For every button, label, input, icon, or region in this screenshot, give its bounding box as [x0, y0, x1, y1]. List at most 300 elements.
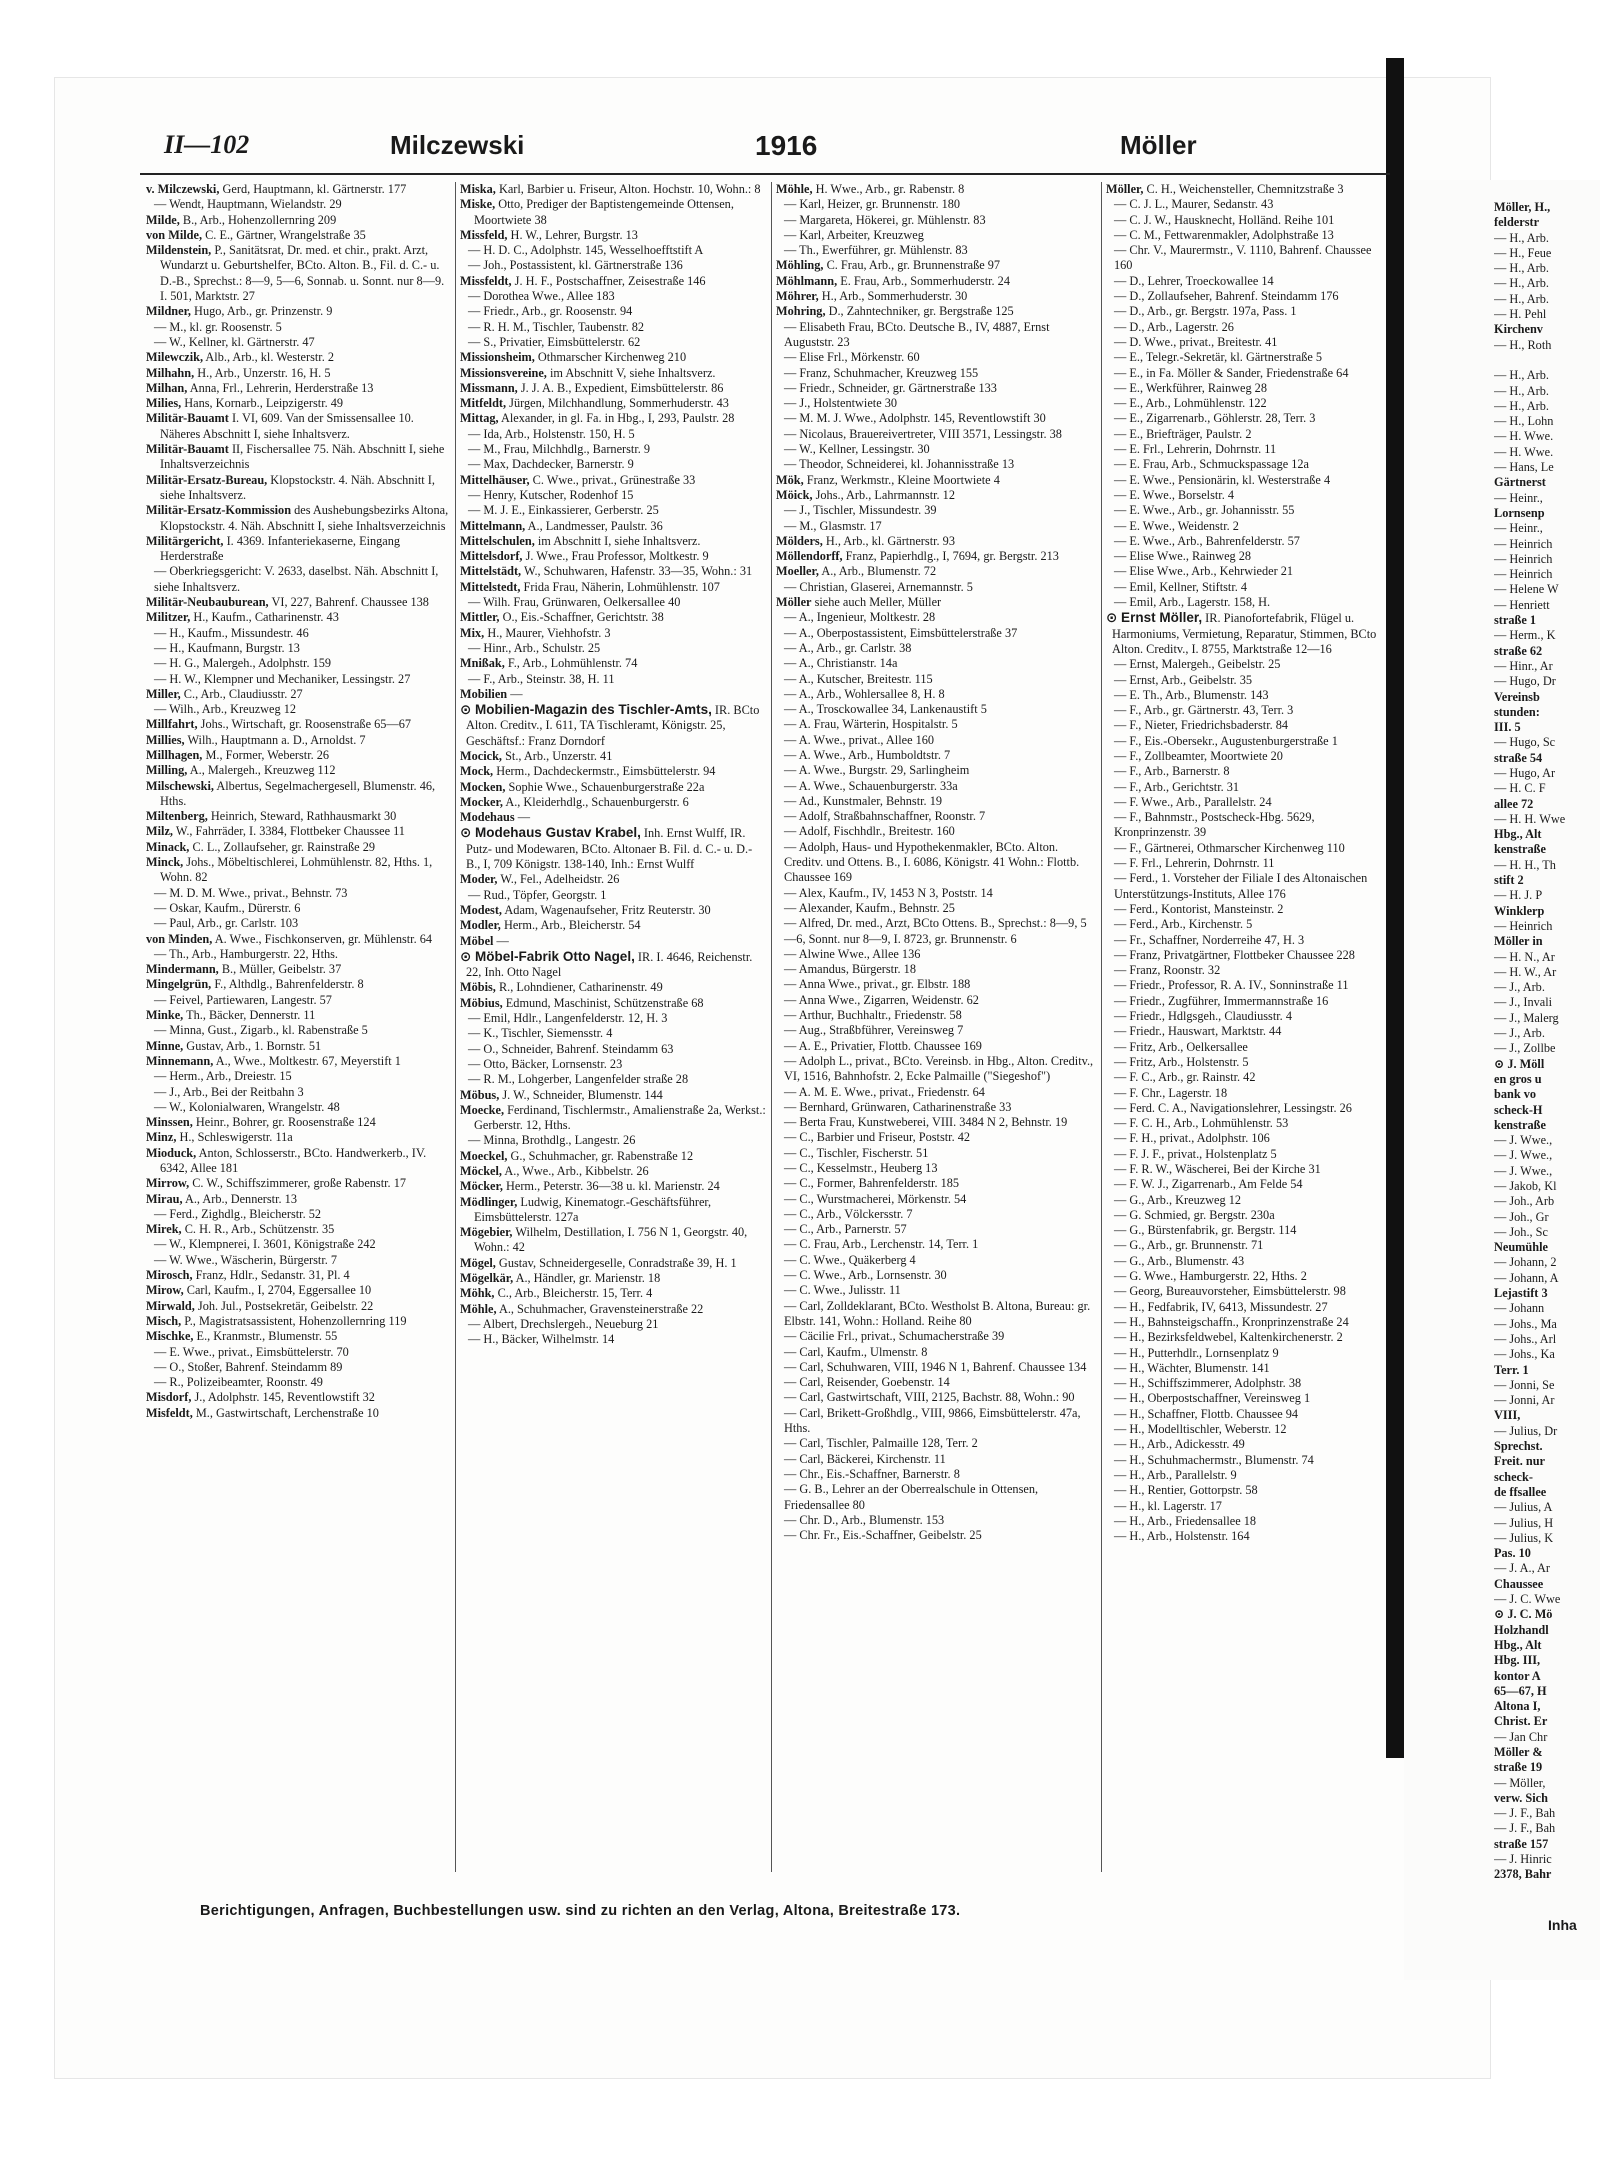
- page-footer: Berichtigungen, Anfragen, Buchbestellungen usw. sind zu richten an den Verlag, Altona, Breitestraße 173.: [200, 1903, 961, 1919]
- directory-entry: Minne, Gustav, Arb., 1. Bornstr. 51: [146, 1038, 322, 1053]
- directory-entry: — H., Wächter, Blumenstr. 141: [1114, 1360, 1270, 1375]
- next-page-entry: Möller in: [1494, 934, 1543, 949]
- directory-entry: — Carl, Brikett-Großhdlg., VIII, 9866, Eimsbüttelerstr. 47a, Hths.: [784, 1405, 1081, 1436]
- directory-entry: Militär-Neubauburean, VI, 227, Bahrenf. Chaussee 138: [146, 595, 429, 610]
- directory-entry: — Paul, Arb., gr. Carlstr. 103: [154, 916, 299, 931]
- directory-entry: — Hinr., Arb., Schulstr. 25: [468, 640, 601, 655]
- next-page-entry: — Hugo, Ar: [1494, 765, 1556, 780]
- directory-entry: — H., Bäcker, Wilhelmstr. 14: [468, 1332, 615, 1347]
- directory-entry: — Aug., Straßbführer, Vereinsweg 7: [784, 1023, 964, 1038]
- directory-entry: — C. Wwe., Arb., Lornsenstr. 30: [784, 1268, 947, 1283]
- directory-entry: — R., Polizeibeamter, Roonstr. 49: [154, 1375, 323, 1390]
- next-page-entry: — Möller,: [1494, 1775, 1546, 1790]
- next-page-entry: Terr. 1: [1494, 1362, 1529, 1377]
- directory-entry: — Fritz, Arb., Holstenstr. 5: [1114, 1054, 1249, 1069]
- directory-entry: — W., Kellner, kl. Gärtnerstr. 47: [154, 334, 315, 349]
- directory-entry: Moecke, Ferdinand, Tischlermstr., Amalienstraße 2a, Werkst.: Gerberstr. 12, Hths.: [460, 1102, 766, 1133]
- next-page-entry: — J., Malerg: [1494, 1010, 1559, 1025]
- directory-entry: von Minden, A. Wwe., Fischkonserven, gr. Mühlenstr. 64: [146, 931, 433, 946]
- next-page-entry: Vereinsb: [1494, 689, 1540, 704]
- directory-entry: Minke, Th., Bäcker, Dennerstr. 11: [146, 1008, 316, 1023]
- directory-entry: — Friedr., Zugführer, Immermannstraße 16: [1114, 993, 1329, 1008]
- directory-entry: — E., Briefträger, Paulstr. 2: [1114, 426, 1252, 441]
- directory-entry: — E., in Fa. Möller & Sander, Friedenstraße 64: [1114, 365, 1349, 380]
- directory-entry: — Th., Ewerführer, gr. Mühlenstr. 83: [784, 243, 968, 258]
- directory-entry: Mögel, Gustav, Schneidergeselle, Conradstraße 39, H. 1: [460, 1255, 737, 1270]
- directory-entry: Moder, W., Fel., Adelheidstr. 26: [460, 872, 620, 887]
- next-page-entry: ⊙ J. C. Mö: [1494, 1607, 1553, 1622]
- directory-entry: — Ferd. C. A., Navigationslehrer, Lessingstr. 26: [1114, 1100, 1352, 1115]
- directory-entry: — E. Wwe., Arb., gr. Johannisstr. 55: [1114, 503, 1295, 518]
- directory-entry: Modehaus —: [460, 810, 531, 825]
- directory-entry: Mocker, A., Kleiderhdlg., Schauenburgerstr. 6: [460, 794, 689, 809]
- directory-entry: — E., Werkführer, Rainweg 28: [1114, 380, 1267, 395]
- directory-entry: — Franz, Schuhmacher, Kreuzweg 155: [784, 365, 979, 380]
- directory-entry: — Friedr., Professor, R. A. IV., Sonninstraße 11: [1114, 978, 1349, 993]
- next-page-entry: kontor A: [1494, 1668, 1541, 1683]
- next-page-entry: — J. Wwe.,: [1494, 1133, 1553, 1148]
- directory-entry: Mirrow, C. W., Schiffszimmerer, große Rabenstr. 17: [146, 1176, 406, 1191]
- next-page-entry: Neumühle: [1494, 1240, 1548, 1255]
- directory-entry: — E. Wwe., privat., Eimsbüttelerstr. 70: [154, 1344, 349, 1359]
- directory-entry: Möbius, Edmund, Maschinist, Schützenstraße 68: [460, 995, 704, 1010]
- next-page-entry: — J., Invali: [1494, 995, 1553, 1010]
- next-page-entry: — Johann: [1494, 1301, 1545, 1316]
- directory-entry: Möhling, C. Frau, Arb., gr. Brunnenstraße 97: [776, 258, 1001, 273]
- directory-entry: — C. Wwe., Julisstr. 11: [784, 1283, 901, 1298]
- next-page-entry: allee 72: [1494, 796, 1534, 811]
- next-page-entry: — H. H. Wwe: [1494, 811, 1566, 826]
- directory-entry: Möckel, A., Wwe., Arb., Kibbelstr. 26: [460, 1164, 649, 1178]
- directory-entry: — M., Glasmstr. 17: [784, 518, 882, 533]
- directory-entry: — Emil, Kellner, Stiftstr. 4: [1114, 579, 1248, 594]
- next-page-entry: — H. J. P: [1494, 888, 1543, 903]
- next-page-entry: — H. W., Ar: [1494, 964, 1557, 979]
- next-page-entry: — Hans, Le: [1494, 460, 1554, 475]
- directory-entry: Möbus, J. W., Schneider, Blumenstr. 144: [460, 1087, 663, 1102]
- directory-entry: — Emil, Hdlr., Langenfelderstr. 12, H. 3: [468, 1011, 668, 1026]
- next-page-entry: — H., Arb.: [1494, 291, 1549, 306]
- next-page-entry: — Henriett: [1494, 597, 1550, 612]
- directory-entry: — Friedr., Schneider, gr. Gärtnerstraße 133: [784, 380, 997, 395]
- next-page-entry: verw. Sich: [1494, 1790, 1548, 1805]
- directory-entry: — H., Fedfabrik, IV, 6413, Missundestr. 27: [1114, 1299, 1328, 1314]
- page-number: II—102: [164, 130, 250, 159]
- directory-entry: — H., Oberpostschaffner, Vereinsweg 1: [1114, 1391, 1311, 1406]
- directory-entry: — H., Bezirksfeldwebel, Kaltenkirchenerstr. 2: [1114, 1330, 1343, 1345]
- directory-entry: Mittag, Alexander, in gl. Fa. in Hbg., I, 293, Paulstr. 28: [460, 411, 735, 426]
- next-page-entry: Altona I,: [1494, 1699, 1541, 1714]
- next-page-entry: — H., Arb.: [1494, 368, 1549, 383]
- directory-entry: — Carl, Kaufm., Ulmenstr. 8: [784, 1344, 928, 1359]
- directory-entry: — C., Tischler, Fischerstr. 51: [784, 1145, 929, 1160]
- directory-entry: — H., Bahnsteigschaffn., Kronprinzenstraße 24: [1114, 1314, 1349, 1329]
- next-page-entry: — Hugo, Sc: [1494, 735, 1556, 750]
- directory-entry: ⊙ Mobilien-Magazin des Tischler-Amts, IR. BCto Alton. Creditv., I. 611, TA Tischleramt, Königstr. 25, Geschäftsf.: Franz Dorndorf: [460, 702, 760, 748]
- directory-entry: — A. Wwe., Schauenburgerstr. 33a: [784, 778, 958, 793]
- directory-entry: — F., Gärtnerei, Othmarscher Kirchenweg 110: [1114, 840, 1345, 855]
- directory-entry: — F. C. H., Arb., Lohmühlenstr. 53: [1114, 1116, 1289, 1131]
- directory-entry: Mödlinger, Ludwig, Kinematogr.-Geschäftsführer, Eimsbüttelerstr. 127a: [460, 1194, 712, 1224]
- directory-entry: Milling, A., Malergeh., Kreuzweg 112: [146, 763, 336, 778]
- next-page-entry: straße 157: [1494, 1836, 1549, 1851]
- directory-entry: — C., Arb., Parnerstr. 57: [784, 1222, 907, 1237]
- column-divider: [455, 182, 456, 1872]
- directory-entry: Mischke, E., Kranmstr., Blumenstr. 55: [146, 1329, 338, 1344]
- directory-entry: Mock, Herm., Dachdeckermstr., Eimsbüttelerstr. 94: [460, 764, 716, 779]
- directory-entry: Mittelsdorf, J. Wwe., Frau Professor, Moltkestr. 9: [460, 549, 709, 564]
- directory-entry: Militär-Ersatz-Bureau, Klopstockstr. 4. Näh. Abschnitt I, siehe Inhaltsverz.: [146, 472, 435, 502]
- next-page-entry: — H. Pehl: [1494, 307, 1547, 322]
- directory-entry: Milhan, Anna, Frl., Lehrerin, Herderstraße 13: [146, 380, 374, 395]
- directory-entry: — A. Wwe., Arb., Humboldtstr. 7: [784, 747, 951, 762]
- next-page-entry: III. 5: [1494, 720, 1521, 735]
- directory-entry: — S., Privatier, Eimsbüttelerstr. 62: [468, 334, 641, 349]
- directory-entry: — Henry, Kutscher, Rodenhof 15: [468, 487, 634, 502]
- next-page-entry: — J., Zollbe: [1494, 1041, 1556, 1056]
- directory-entry: — A., Trosckowallee 34, Lankenaustift 5: [784, 702, 987, 717]
- directory-entry: Moeckel, G., Schuhmacher, gr. Rabenstraße 12: [460, 1148, 694, 1163]
- directory-entry: Mirwald, Joh. Jul., Postsekretär, Geibelstr. 22: [146, 1298, 374, 1313]
- next-page-entry: — Helene W: [1494, 582, 1559, 597]
- directory-entry: — Minna, Gust., Zigarb., kl. Rabenstraße 5: [154, 1023, 368, 1038]
- directory-entry: Militärgericht, I. 4369. Infanteriekaserne, Eingang Herderstraße: [146, 533, 401, 564]
- directory-entry: Möhrer, H., Arb., Sommerhuderstr. 30: [776, 289, 968, 304]
- next-page-entry: — Jan Chr: [1494, 1729, 1548, 1744]
- directory-entry: Mittelschulen, im Abschnitt I, siehe Inhaltsverz.: [460, 533, 701, 548]
- directory-entry: — C., Wurstmacherei, Mörkenstr. 54: [784, 1191, 967, 1206]
- directory-entry: ⊙ Modehaus Gustav Krabel, Inh. Ernst Wulff, IR. Putz- und Modewaren, BCto. Altonaer B. Fil. d. C.- u. D.-B., I, 709 Königstr. 138-140, Inh.: Ernst Wulff: [460, 825, 753, 872]
- directory-entry: Mingelgrün, F., Althdlg., Bahrenfelderstr. 8: [146, 977, 364, 992]
- directory-entry: Mirau, A., Arb., Dennerstr. 13: [146, 1191, 297, 1206]
- directory-entry: — Margareta, Hökerei, gr. Mühlenstr. 83: [784, 212, 986, 227]
- next-page-entry: Chaussee: [1494, 1576, 1544, 1591]
- column-2: [460, 182, 766, 1877]
- next-page-entry: — H., Arb.: [1494, 230, 1549, 245]
- next-page-entry: — H., Arb.: [1494, 398, 1549, 413]
- directory-entry: — E. Th., Arb., Blumenstr. 143: [1114, 687, 1269, 702]
- directory-entry: — Rud., Töpfer, Georgstr. 1: [468, 887, 607, 902]
- directory-entry: — H., Schaffner, Flottb. Chaussee 94: [1114, 1406, 1299, 1421]
- directory-entry: Mnißak, F., Arb., Lohmühlenstr. 74: [460, 656, 638, 671]
- directory-entry: — Ferd., Zighdlg., Bleicherstr. 52: [154, 1206, 322, 1221]
- next-page-entry: Lejastift 3: [1494, 1286, 1548, 1301]
- next-page-entry: — Heinrich: [1494, 551, 1553, 566]
- next-page-entry: scheck-: [1494, 1469, 1533, 1484]
- directory-entry: — Chr. D., Arb., Blumenstr. 153: [784, 1512, 945, 1527]
- directory-entry: — Minna, Brothdlg., Langestr. 26: [468, 1133, 636, 1148]
- directory-entry: — M. J. E., Einkassierer, Gerberstr. 25: [468, 503, 659, 518]
- directory-entry: — J., Arb., Bei der Reitbahn 3: [154, 1084, 304, 1099]
- directory-entry: — Franz, Roonstr. 32: [1114, 963, 1221, 978]
- directory-entry: Milhahn, H., Arb., Unzerstr. 16, H. 5: [146, 365, 331, 380]
- next-page-entry: Hbg., Alt: [1494, 1637, 1542, 1652]
- directory-entry: — Alfred, Dr. med., Arzt, BCto Ottens. B., Sprechst.: 8—9, 5—6, Sonnt. nur 8—9, I. 8723, gr. Brunnenstr. 6: [784, 916, 1087, 946]
- next-page-entry: — Johs., Ma: [1494, 1316, 1557, 1331]
- column-4: [1106, 182, 1384, 1877]
- directory-entry: — O., Schneider, Bahrenf. Steindamm 63: [468, 1041, 674, 1056]
- directory-entry: Mirow, Carl, Kaufm., I, 2704, Eggersallee 10: [146, 1283, 372, 1298]
- next-page-entry: — Julius, K: [1494, 1530, 1554, 1545]
- directory-entry: Minssen, Heinr., Bohrer, gr. Roosenstraße 124: [146, 1115, 376, 1130]
- column-divider: [771, 182, 772, 1872]
- directory-entry: — W., Kolonialwaren, Wrangelstr. 48: [154, 1099, 340, 1114]
- directory-entry: — Ernst, Arb., Geibelstr. 35: [1114, 672, 1252, 687]
- directory-entry: — H., Arb., Adickesstr. 49: [1114, 1437, 1245, 1452]
- directory-entry: — C. J. W., Hausknecht, Holländ. Reihe 101: [1114, 212, 1335, 227]
- next-page-entry: — Jakob, Kl: [1494, 1179, 1557, 1193]
- directory-entry: — D., Arb., Lagerstr. 26: [1114, 319, 1234, 334]
- directory-entry: Mohring, D., Zahntechniker, gr. Bergstraße 125: [776, 304, 1014, 319]
- directory-entry: — Ida, Arb., Holstenstr. 150, H. 5: [468, 426, 635, 441]
- directory-entry: — Chr. V., Maurermstr., V. 1110, Bahrenf. Chaussee 160: [1114, 243, 1372, 273]
- next-page-entry: ⊙ J. Möll: [1494, 1056, 1545, 1071]
- directory-entry: — F. C., Arb., gr. Rainstr. 42: [1114, 1070, 1256, 1085]
- directory-entry: — F. Chr., Lagerstr. 18: [1114, 1085, 1228, 1100]
- column-divider: [1101, 182, 1102, 1872]
- directory-entry: Möhle, H. Wwe., Arb., gr. Rabenstr. 8: [776, 182, 965, 196]
- directory-entry: — Franz, Privatgärtner, Flottbeker Chaussee 228: [1114, 947, 1355, 962]
- directory-entry: — M., kl. gr. Roosenstr. 5: [154, 319, 282, 334]
- directory-year: 1916: [755, 130, 818, 161]
- next-page-entry: — J. F., Bah: [1494, 1821, 1556, 1836]
- column-3: [776, 182, 1096, 1877]
- next-page-entry: Möller, H.,: [1494, 200, 1551, 214]
- directory-entry: — Wendt, Hauptmann, Wielandstr. 29: [154, 197, 342, 212]
- directory-entry: — A., Christianstr. 14a: [784, 656, 898, 671]
- directory-entry: Möbis, R., Lohndiener, Catharinenstr. 49: [460, 980, 663, 995]
- directory-entry: — E. Frau, Arb., Schmuckspassage 12a: [1114, 457, 1310, 472]
- directory-entry: — Anna Wwe., Zigarren, Weidenstr. 62: [784, 992, 979, 1007]
- next-page-entry: — J. Wwe.,: [1494, 1163, 1553, 1178]
- directory-entry: Missionsvereine, im Abschnitt V, siehe Inhaltsverz.: [460, 365, 716, 380]
- directory-entry: — H., Kaufmann, Burgstr. 13: [154, 640, 300, 655]
- directory-entry: Miske, Otto, Prediger der Baptistengemeinde Ottensen, Moortwiete 38: [460, 197, 734, 227]
- directory-entry: — Friedr., Hdlgsgeh., Claudiusstr. 4: [1114, 1009, 1292, 1024]
- directory-entry: Mildenstein, P., Sanitätsrat, Dr. med. et chir., prakt. Arzt, Wundarzt u. Geburtshelfer, BCto. Alton. B., Fil. d. C.- u. D.-B., Sprechst.: 8—9, 5—6, Sonnab. u. Sonnt. nur 8—9. I. 501, Marktstr. 27: [146, 243, 445, 304]
- directory-entry: Mök, Franz, Werkmstr., Kleine Moortwiete 4: [776, 472, 1000, 487]
- next-page-entry: en gros u: [1494, 1071, 1542, 1086]
- directory-entry: — M. M. J. Wwe., Adolphstr. 145, Reventlowstift 30: [784, 411, 1046, 426]
- next-page-entry: — Julius, A: [1494, 1500, 1553, 1515]
- directory-entry: Mittelstädt, W., Schuhwaren, Hafenstr. 33—35, Wohn.: 31: [460, 564, 753, 579]
- directory-entry: — F. Wwe., Arb., Parallelstr. 24: [1114, 794, 1272, 809]
- next-page-entry: — H., Roth: [1494, 337, 1552, 352]
- directory-entry: — Elisabeth Frau, BCto. Deutsche B., IV, 4887, Ernst Auguststr. 23: [784, 319, 1050, 349]
- directory-entry: — Bernhard, Grünwaren, Catharinenstraße 33: [784, 1099, 1012, 1114]
- next-page-entry: Freit. nur: [1494, 1454, 1546, 1469]
- next-page-entry: stunden:: [1494, 704, 1540, 719]
- directory-entry: — Karl, Heizer, gr. Brunnenstr. 180: [784, 197, 961, 212]
- next-page-entry: Gärtnerst: [1494, 475, 1546, 490]
- directory-entry: — F. Frl., Lehrerin, Dohrnstr. 11: [1114, 856, 1275, 871]
- next-page-entry: straße 19: [1494, 1760, 1543, 1775]
- directory-entry: — K., Tischler, Siemensstr. 4: [468, 1026, 613, 1041]
- next-page-entry: — J. C. Wwe: [1494, 1592, 1561, 1607]
- next-page-entry: — H., Feue: [1494, 245, 1552, 260]
- directory-entry: Modler, Herm., Arb., Bleicherstr. 54: [460, 918, 641, 933]
- directory-entry: Minck, Johs., Möbeltischlerei, Lohmühlenstr. 82, Hths. 1, Wohn. 82: [146, 855, 433, 885]
- directory-entry: Mölders, H., Arb., kl. Gärtnerstr. 93: [776, 533, 955, 548]
- column-1: [146, 182, 450, 1877]
- directory-entry: Moeller, A., Arb., Blumenstr. 72: [776, 564, 937, 579]
- directory-entry: — W. Wwe., Wäscherin, Bürgerstr. 7: [154, 1252, 338, 1267]
- directory-entry: — Carl, Schuhwaren, VIII, 1946 N 1, Bahrenf. Chaussee 134: [784, 1359, 1087, 1374]
- directory-entry: — G., Arb., gr. Brunnenstr. 71: [1114, 1238, 1264, 1253]
- next-page-footer: Inha: [1548, 1917, 1577, 1933]
- directory-entry: — F., Bahnmstr., Postscheck-Hbg. 5629, Kronprinzenstr. 39: [1114, 810, 1315, 840]
- next-page-entry: kenstraße: [1494, 1117, 1546, 1132]
- next-page-entry: — H., Arb.: [1494, 276, 1549, 291]
- directory-entry: Milewczik, Alb., Arb., kl. Westerstr. 2: [146, 350, 335, 365]
- directory-entry: — F. R. W., Wäscherei, Bei der Kirche 31: [1114, 1162, 1321, 1176]
- directory-entry: — Anna Wwe., privat., gr. Elbstr. 188: [784, 977, 971, 992]
- directory-entry: — Oskar, Kaufm., Dürerstr. 6: [154, 900, 301, 915]
- directory-entry: — Alexander, Kaufm., Behnstr. 25: [784, 900, 955, 915]
- directory-entry: — Ferd., Arb., Kirchenstr. 5: [1114, 917, 1253, 932]
- directory-entry: — F. W. J., Zigarrenarb., Am Felde 54: [1114, 1177, 1303, 1192]
- page-header: [160, 130, 1390, 170]
- directory-entry: — F., Zollbeamter, Moortwiete 20: [1114, 748, 1283, 763]
- directory-entry: Möhlmann, E. Frau, Arb., Sommerhuderstr. 24: [776, 273, 1010, 288]
- directory-entry: — Albert, Drechslergeh., Neueburg 21: [468, 1316, 659, 1331]
- directory-entry: — A., Arb., Wohlersallee 8, H. 8: [784, 686, 945, 701]
- directory-entry: Militär-Ersatz-Kommission des Aushebungsbezirks Altona, Klopstockstr. 4. Näh. Abschnitt I, siehe Inhaltsverzeichnis: [146, 503, 449, 533]
- directory-entry: Mittler, O., Eis.-Schaffner, Gerichtstr. 38: [460, 610, 664, 625]
- next-page-entry: de ffsallee: [1494, 1484, 1547, 1499]
- next-page-entry: [1494, 353, 1600, 368]
- directory-entry: — H. G., Malergeh., Adolphstr. 159: [154, 656, 332, 671]
- directory-entry: v. Milczewski, Gerd, Hauptmann, kl. Gärtnerstr. 177: [146, 182, 407, 196]
- directory-entry: Misdorf, J., Adolphstr. 145, Reventlowstift 32: [146, 1390, 375, 1405]
- directory-entry: — F., Arb., gr. Gärtnerstr. 43, Terr. 3: [1114, 703, 1294, 718]
- next-page-entry: — Johann, A: [1494, 1270, 1559, 1285]
- directory-entry: Milde, B., Arb., Hohenzollernring 209: [146, 212, 337, 227]
- next-page-entry: straße 1: [1494, 613, 1537, 628]
- directory-entry: — Elise Wwe., Arb., Kehrwieder 21: [1114, 564, 1294, 579]
- directory-entry: — D., Arb., gr. Bergstr. 197a, Pass. 1: [1114, 304, 1297, 319]
- next-page-entry: — J. A., Ar: [1494, 1561, 1551, 1576]
- directory-entry: — Carl, Zolldeklarant, BCto. Westholst B. Altona, Bureau: gr. Elbstr. 141, Wohn.: Holland. Reihe 80: [784, 1298, 1091, 1328]
- directory-entry: — F., Arb., Barnerstr. 8: [1114, 764, 1230, 779]
- directory-entry: — C., Former, Bahrenfelderstr. 185: [784, 1176, 960, 1191]
- directory-entry: Möhk, C., Arb., Bleicherstr. 15, Terr. 4: [460, 1286, 653, 1301]
- directory-entry: Missfeld, H. W., Lehrer, Burgstr. 13: [460, 227, 638, 242]
- directory-entry: — C. M., Fettwarenmakler, Adolphstraße 13: [1114, 227, 1334, 242]
- directory-entry: Minz, H., Schleswigerstr. 11a: [146, 1130, 293, 1145]
- directory-entry: — O., Stoßer, Bahrenf. Steindamm 89: [154, 1359, 343, 1374]
- next-page-entry: — Johann, 2: [1494, 1255, 1557, 1270]
- directory-entry: — H., Modelltischler, Weberstr. 12: [1114, 1422, 1287, 1437]
- directory-entry: Millies, Wilh., Hauptmann a. D., Arnoldst. 7: [146, 732, 366, 747]
- directory-entry: Militzer, H., Kaufm., Catharinenstr. 43: [146, 610, 339, 625]
- directory-entry: — Ferd., Kontorist, Mansteinstr. 2: [1114, 901, 1284, 916]
- directory-entry: — C. J. L., Maurer, Sedanstr. 43: [1114, 197, 1274, 212]
- directory-entry: Missionsheim, Othmarscher Kirchenweg 210: [460, 350, 687, 365]
- directory-entry: — Otto, Bäcker, Lornsenstr. 23: [468, 1056, 623, 1071]
- header-rule: [140, 173, 1390, 175]
- directory-entry: — C., Kesselmstr., Heuberg 13: [784, 1161, 938, 1175]
- directory-entry: — Carl, Bäckerei, Kirchenstr. 11: [784, 1451, 946, 1466]
- next-page-entry: 2378, Bahr: [1494, 1867, 1552, 1882]
- directory-entry: Mindermann, B., Müller, Geibelstr. 37: [146, 962, 342, 977]
- directory-entry: — Theodor, Schneiderei, kl. Johannisstraße 13: [784, 457, 1015, 472]
- directory-entry: — Adolph L., privat., BCto. Vereinsb. in Hbg., Alton. Creditv., VI, 1516, Bahnhofstr. 2, Ecke Palmaille ("Siegeshof"): [784, 1053, 1094, 1084]
- next-page-entry: — H. C. F: [1494, 781, 1546, 796]
- directory-entry: — G. Wwe., Hamburgerstr. 22, Hths. 2: [1114, 1269, 1307, 1284]
- directory-entry: — Herm., Arb., Dreiestr. 15: [154, 1069, 292, 1084]
- directory-entry: — E. Wwe., Arb., Bahrenfelderstr. 57: [1114, 533, 1300, 548]
- next-page-entry: VIII,: [1494, 1408, 1521, 1423]
- directory-entry: Mocick, St., Arb., Unzerstr. 41: [460, 748, 613, 763]
- directory-entry: — M. D. M. Wwe., privat., Behnstr. 73: [154, 885, 348, 900]
- directory-entry: — Th., Arb., Hamburgerstr. 22, Hths.: [154, 946, 338, 961]
- directory-entry: Mioduck, Anton, Schlosserstr., BCto. Handwerkerb., IV. 6342, Allee 181: [146, 1145, 427, 1175]
- next-page-entry: straße 54: [1494, 750, 1543, 765]
- directory-entry: — R. M., Lohgerber, Langenfelder straße 28: [468, 1072, 689, 1087]
- directory-entry: — H., Arb., Friedensallee 18: [1114, 1513, 1257, 1528]
- next-page-entry: — J. Wwe.,: [1494, 1148, 1553, 1163]
- directory-entry: Möllendorff, Franz, Papierhdlg., I, 7694, gr. Bergstr. 213: [776, 549, 1059, 564]
- next-page-entry: — Herm., K: [1494, 628, 1556, 643]
- directory-entry: Möbel —: [460, 933, 509, 948]
- next-page-entry: — H., Arb.: [1494, 261, 1549, 276]
- directory-entry: Milz, W., Fahrräder, I. 3384, Flottbeker Chaussee 11: [146, 824, 405, 839]
- directory-entry: von Milde, C. E., Gärtner, Wrangelstraße 35: [146, 227, 366, 242]
- directory-entry: — H., Arb., Parallelstr. 9: [1114, 1467, 1237, 1482]
- directory-entry: — E. Wwe., Pensionärin, kl. Westerstraße 4: [1114, 472, 1331, 487]
- directory-entry: Mögelkär, A., Händler, gr. Marienstr. 18: [460, 1271, 661, 1286]
- directory-entry: Möller siehe auch Meller, Müller: [776, 595, 942, 610]
- directory-entry: — G. Schmied, gr. Bergstr. 230a: [1114, 1207, 1275, 1222]
- directory-entry: — H., Kaufm., Missundestr. 46: [154, 625, 309, 640]
- next-page-entry: — H. N., Ar: [1494, 949, 1555, 964]
- next-page-entry: — Hugo, Dr: [1494, 674, 1556, 689]
- directory-entry: — A. Frau, Wärterin, Hospitalstr. 5: [784, 717, 958, 732]
- directory-entry: — H., Schuhmachermstr., Blumenstr. 74: [1114, 1452, 1314, 1467]
- directory-entry: — G., Bürstenfabrik, gr. Bergstr. 114: [1114, 1223, 1297, 1238]
- directory-entry: — H., Putterhdlr., Lornsenplatz 9: [1114, 1345, 1279, 1360]
- next-page-entry: — Johs., Ka: [1494, 1347, 1555, 1362]
- directory-entry: — Carl, Gastwirtschaft, VIII, 2125, Bachstr. 88, Wohn.: 90: [784, 1390, 1075, 1405]
- directory-entry: — Wilh. Frau, Grünwaren, Oelkersallee 40: [468, 595, 681, 610]
- next-page-entry: — Jonni, Ar: [1494, 1393, 1555, 1408]
- directory-entry: Milschewski, Albertus, Segelmachergesell, Blumenstr. 46, Hths.: [146, 778, 436, 808]
- directory-entry: — A. Wwe., Burgstr. 29, Sarlingheim: [784, 763, 970, 778]
- directory-entry: — F., Eis.-Obersekr., Augustenburgerstraße 1: [1114, 733, 1338, 748]
- directory-entry: — H. D. C., Adolphstr. 145, Wesselhoefftstift A: [468, 243, 704, 258]
- directory-entry: Möller, C. H., Weichensteller, Chemnitzstraße 3: [1106, 182, 1344, 196]
- directory-entry: — C., Arb., Völckersstr. 7: [784, 1206, 913, 1221]
- next-page-entry: Hbg. III,: [1494, 1653, 1541, 1668]
- directory-entry: — Friedr., Arb., gr. Roosenstr. 94: [468, 304, 633, 319]
- directory-entry: — J., Holstentwiete 30: [784, 396, 898, 411]
- directory-entry: — A., Oberpostassistent, Eimsbüttelerstraße 37: [784, 625, 1018, 640]
- next-page-entry: — Heinr.,: [1494, 521, 1543, 536]
- directory-entry: — D., Zollaufseher, Bahrenf. Steindamm 176: [1114, 289, 1339, 304]
- next-page-entry: — Heinrich: [1494, 567, 1553, 582]
- next-page-entry: Sprechst.: [1494, 1439, 1543, 1454]
- directory-entry: Mögebier, Wilhelm, Destillation, I. 756 N 1, Georgstr. 40, Wohn.: 42: [460, 1225, 748, 1255]
- next-page-entry: felderstr: [1494, 215, 1540, 230]
- directory-entry: — Elise Frl., Mörkenstr. 60: [784, 350, 920, 365]
- next-page-entry: Pas. 10: [1494, 1546, 1531, 1561]
- directory-entry: — Chr., Eis.-Schaffner, Barnerstr. 8: [784, 1466, 960, 1481]
- directory-entry: ⊙ Möbel-Fabrik Otto Nagel, IR. I. 4646, Reichenstr. 22, Inh. Otto Nagel: [460, 948, 753, 980]
- directory-entry: — F., Nieter, Friedrichsbaderstr. 84: [1114, 718, 1289, 733]
- directory-entry: Mobilien —: [460, 686, 523, 701]
- directory-entry: Minack, C. L., Zollaufseher, gr. Rainstraße 29: [146, 839, 376, 854]
